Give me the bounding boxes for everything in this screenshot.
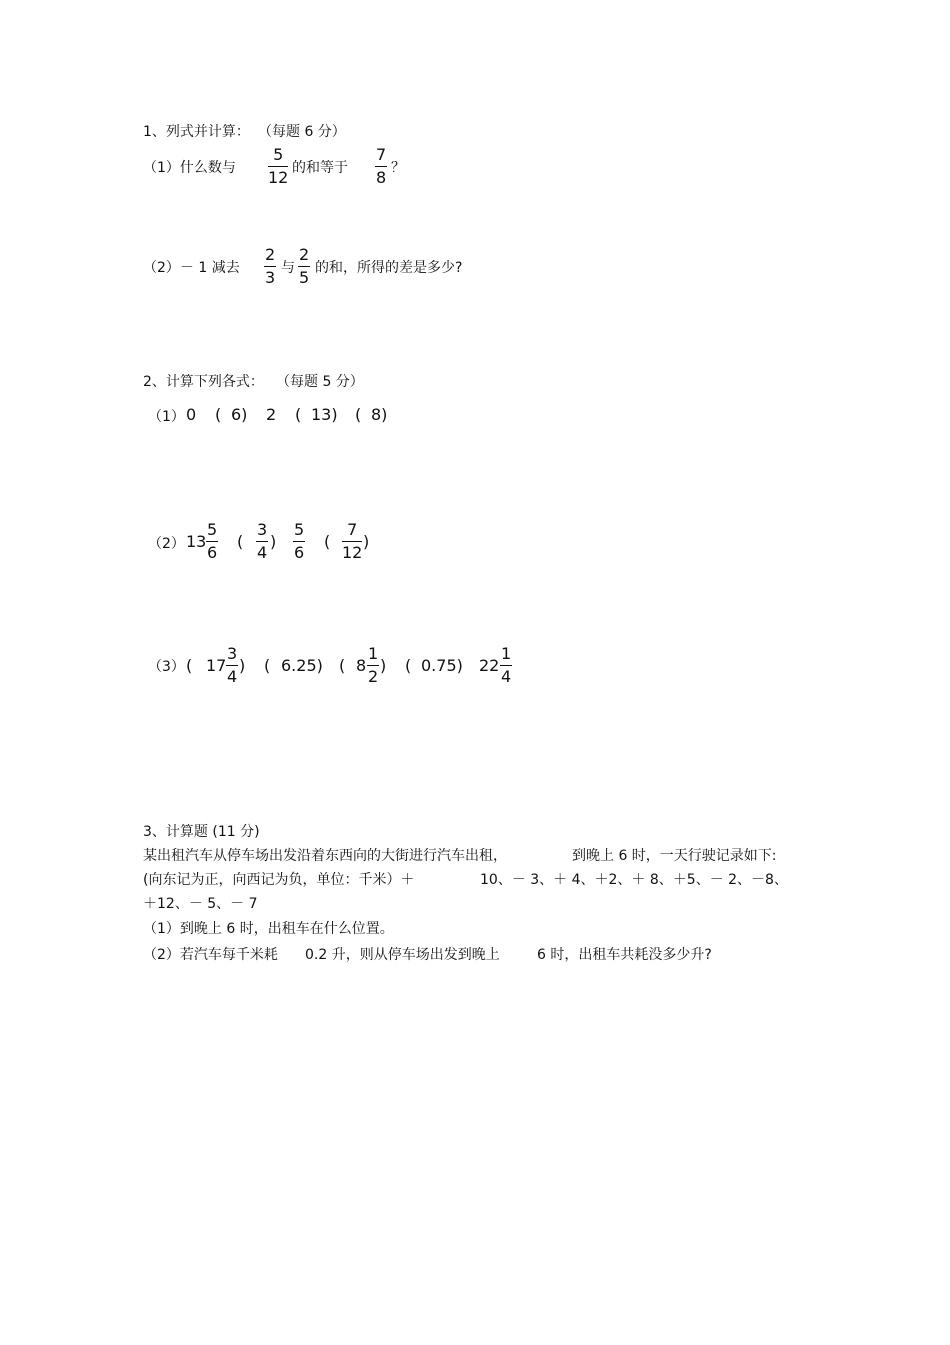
s2-q3-paren: ( [186,656,193,675]
section-2-title: 2、计算下列各式： [143,374,264,390]
s3-q1: （1）到晚上 6 时，出租车在什么位置。 [143,921,394,937]
s2-q1-term: 0 [186,405,197,424]
s2-q1-term: ( [215,405,222,424]
s3-line-1b: 到晚上 6 时，一天行驶记录如下: [572,848,777,864]
section-1-score: （每题 6 分） [258,124,346,140]
numerator: 5 [294,520,305,539]
s3-line-2b: 10、－ 3、＋ 4、＋2、＋ 8、＋5、－ 2、－8、 [480,872,788,888]
numerator: 7 [347,520,358,539]
s2-q1-term: 8) [371,405,388,424]
s2-q3-paren: ( [264,656,271,675]
numerator: 1 [501,644,512,663]
denominator: 4 [257,543,268,562]
denominator: 12 [342,543,363,562]
s3-line-2a: (向东记为正，向西记为负，单位：千米）＋ [143,872,415,888]
s2-q2-fraction-1 [206,522,218,561]
s2-q3-whole: 8 [356,656,367,675]
s3-q2b: 0.2 升，则从停车场出发到晚上 [305,947,500,963]
s2-q1-term: ( [295,405,302,424]
s2-q1-term: ( [355,405,362,424]
denominator: 4 [501,667,512,686]
s1-q1-end: ？ [391,160,405,176]
denominator: 3 [265,268,276,287]
section-2-score: （每题 5 分） [276,374,364,390]
s2-q1-term: 13) [311,405,338,424]
s2-q3-paren: ( [405,656,412,675]
s2-q1-label: （1） [148,409,185,425]
s1-q1-label: （1）什么数与 [143,160,236,176]
numerator: 2 [299,245,310,264]
s2-q2-whole: 13 [186,532,207,551]
s1-q2-fraction-2 [298,247,310,286]
s1-q2-end: 的和，所得的差是多少? [315,260,463,276]
numerator: 2 [265,245,276,264]
denominator: 5 [299,268,310,287]
s1-q2-label: （2）－ 1 减去 [143,260,240,276]
s1-q1-fraction-2 [375,147,387,186]
numerator: 1 [368,644,379,663]
s2-q2-paren: ( [324,532,331,551]
s2-q2-fraction-2 [256,522,268,561]
s2-q3-fraction-3 [500,646,512,685]
s3-q2a: （2）若汽车每千米耗 [143,947,278,963]
denominator: 8 [376,168,387,187]
s2-q2-paren: ( [237,532,244,551]
s3-line-1a: 某出租汽车从停车场出发沿着东西向的大街进行汽车出租， [143,848,507,864]
s2-q3-paren: ( [339,656,346,675]
s2-q2-fraction-4 [342,522,362,561]
denominator: 4 [227,667,238,686]
s2-q3-label: （3） [148,659,185,675]
s2-q2-fraction-3 [293,522,305,561]
denominator: 2 [368,667,379,686]
s2-q3-value: 6.25) [281,656,323,675]
s2-q2-label: （2） [148,536,185,552]
numerator: 3 [257,520,268,539]
section-1-title: 1、列式并计算： [143,124,250,140]
numerator: 5 [207,520,218,539]
s1-q2-fraction-1 [264,247,276,286]
denominator: 6 [207,543,218,562]
s3-q2c: 6 时，出租车共耗没多少升? [537,947,712,963]
s2-q3-paren: ) [239,656,246,675]
s1-q1-mid: 的和等于 [292,160,348,176]
s2-q3-whole: 17 [206,656,227,675]
s3-line-3: ＋12、－ 5、－ 7 [143,896,258,912]
denominator: 12 [268,168,289,187]
s2-q3-whole: 22 [479,656,500,675]
numerator: 5 [273,145,284,164]
s2-q3-value: 0.75) [421,656,463,675]
numerator: 3 [227,644,238,663]
s2-q2-paren: ) [363,532,370,551]
s1-q1-fraction-1 [268,147,288,186]
s2-q3-fraction-1 [226,646,238,685]
s2-q3-fraction-2 [367,646,379,685]
s2-q1-term: 6) [231,405,248,424]
s2-q1-term: 2 [266,405,277,424]
numerator: 7 [376,145,387,164]
section-3-title: 3、计算题 (11 分) [143,824,260,840]
denominator: 6 [294,543,305,562]
s2-q2-paren: ) [270,532,277,551]
s1-q2-mid: 与 [281,260,295,276]
s2-q3-paren: ) [380,656,387,675]
